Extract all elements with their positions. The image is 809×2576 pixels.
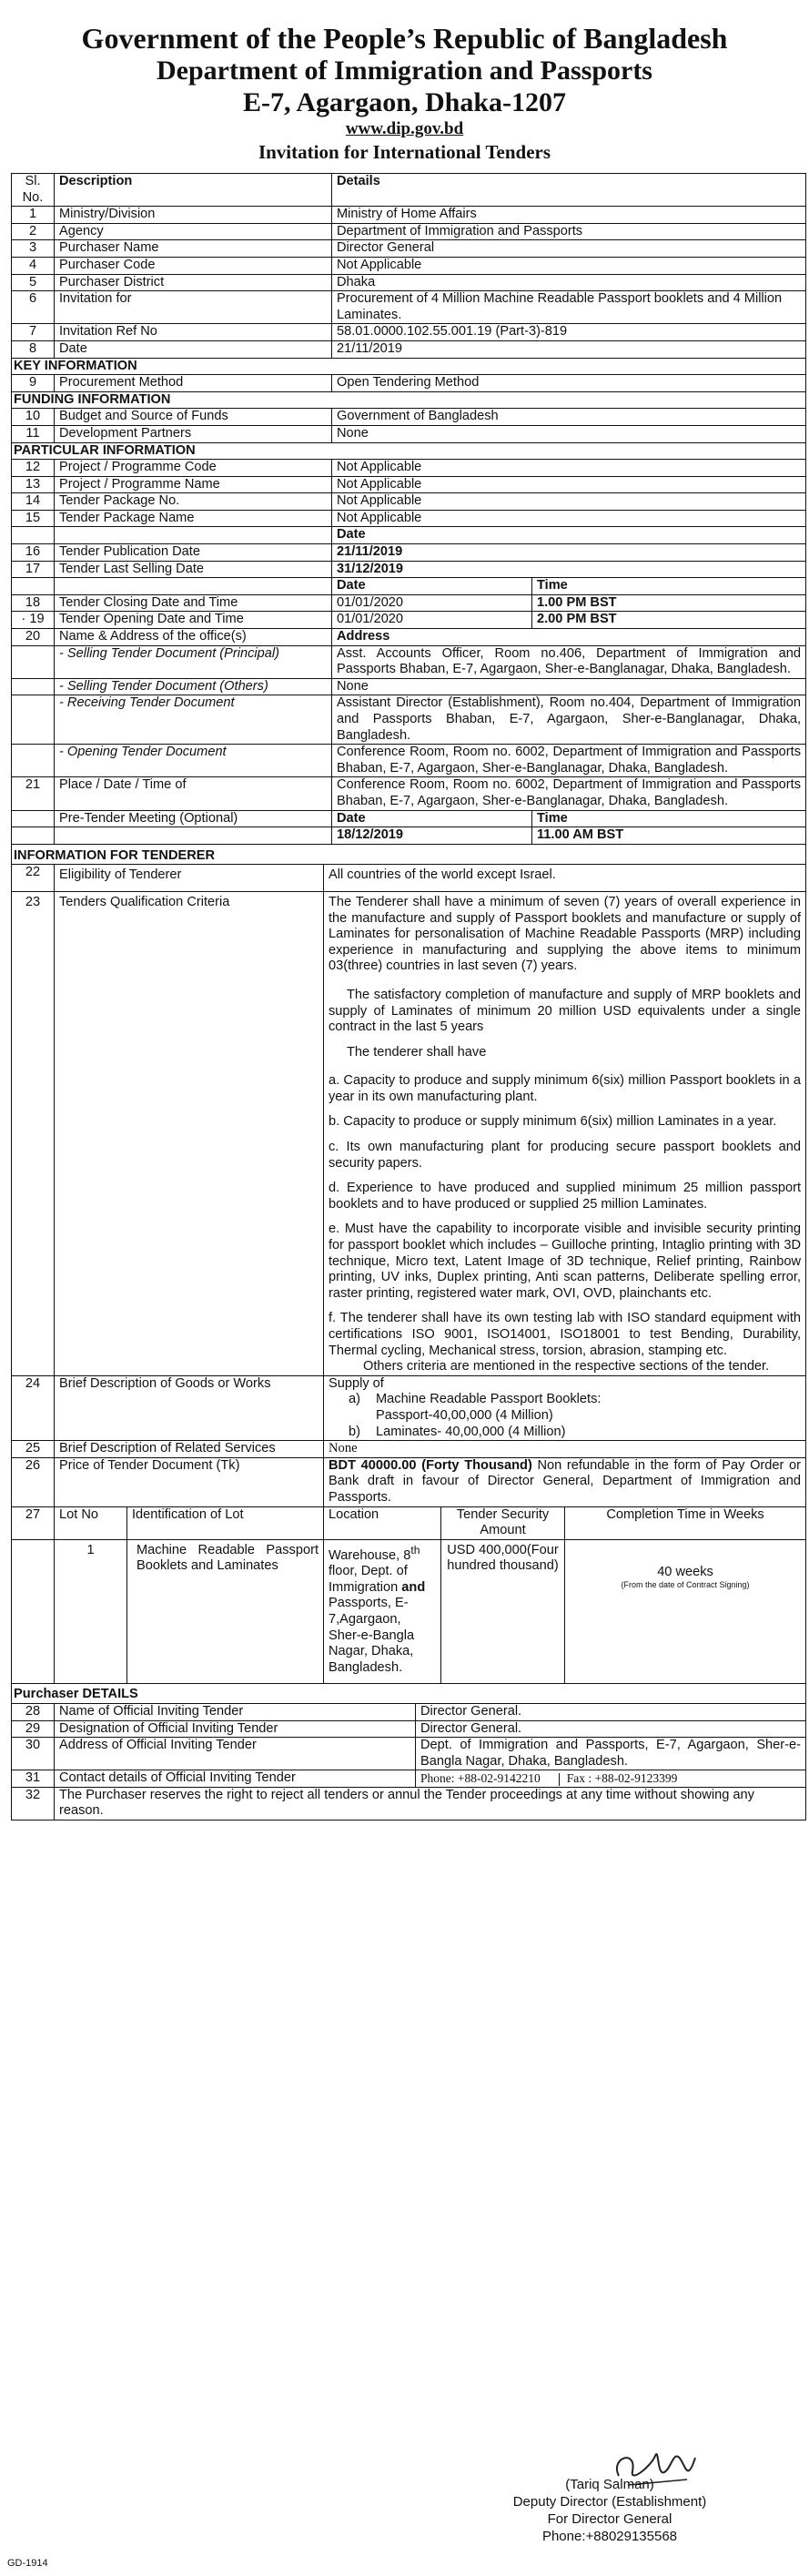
row-description: Name of Official Inviting Tender [55,1703,416,1720]
office-row [12,678,806,695]
table-row [12,324,806,341]
table-row [12,340,806,358]
row-no: 30 [12,1738,55,1770]
table-row [12,493,806,511]
criteria-item: c. Its own manufacturing plant for producing secure passport booklets and security papers. [329,1140,802,1171]
row-details: Department of Immigration and Passports [332,223,806,240]
row-details: Government of Bangladesh [332,409,806,426]
row-no: 12 [12,460,55,477]
section-header [12,442,806,460]
table-row [12,409,806,426]
lot-location-header: Location [324,1506,441,1539]
lot-location-text: Passports, E-7,Agargaon, Sher-e-Bangla Nagar, Dhaka, Bangladesh. [329,1596,415,1675]
signatory-for: For Director General [547,2511,672,2527]
date-header: Date [332,578,532,595]
row-no: 6 [12,291,55,324]
office-address: Assistant Director (Establishment), Room no.404, Department of Immigration and Passports Bhaban, E-7, Agargaon, Sher-e-Banglanagar, Dhaka, Bangladesh. [332,695,806,745]
lot-location-text: Warehouse, 8 [329,1547,411,1563]
row-no: 4 [12,257,55,274]
row-no: 31 [12,1770,55,1788]
table-row [12,291,806,324]
row-details: Director General. [416,1703,806,1720]
row-date: 01/01/2020 [332,612,532,629]
tender-notice [11,173,805,1820]
office-address: None [332,678,806,695]
row-details: Procurement of 4 Million Machine Readable Passport booklets and 4 Million Laminates. [332,291,806,324]
row-no: 13 [12,476,55,493]
office-row [12,645,806,678]
row-description: Development Partners [55,425,332,442]
col-description: Description [55,174,332,207]
lot-security-header: Tender Security Amount [441,1506,565,1539]
table-row [12,375,806,392]
row-no: 8 [12,340,55,358]
table-row [12,544,806,562]
lot-time-header: Completion Time in Weeks [565,1506,806,1539]
table-header [12,174,806,207]
lot-no: 1 [55,1539,127,1684]
row-details: Not Applicable [332,460,806,477]
goods-description [324,1375,806,1440]
table-row [12,1703,806,1720]
row-no: 28 [12,1703,55,1720]
table-row [12,1738,806,1770]
office-label: - Opening Tender Document [55,745,332,777]
supply-label: Supply of [329,1375,384,1391]
col-sl: Sl. No. [12,174,55,207]
lot-security: USD 400,000(Four hundred thousand) [441,1539,565,1684]
table-row [12,510,806,527]
criteria-paragraph: The tenderer shall have [347,1044,487,1060]
table-row [12,1787,806,1820]
row-details: All countries of the world except Israel. [324,865,806,892]
table-row [12,527,806,544]
pretender-date: 18/12/2019 [332,827,532,845]
contact-details [416,1770,806,1788]
row-details: Not Applicable [332,476,806,493]
purchaser-table [11,1683,806,1820]
time-header: Time [532,578,806,595]
supply-item-text: Passport-40,00,000 (4 Million) [376,1407,553,1423]
tender-price-terms: Non refundable in the form of Pay Order or Bank draft in favour of Director General, Department of Immigration and Passports. [329,1457,802,1505]
row-description: Purchaser Code [55,257,332,274]
section-key-information: KEY INFORMATION [12,358,806,375]
qualification-criteria [324,891,806,1375]
row-details: The Purchaser reserves the right to reject all tenders or annul the Tender proceedings at any time without showing any reason. [55,1787,806,1820]
row-no: 11 [12,425,55,442]
row-description: Place / Date / Time of [55,777,332,810]
table-row [12,865,806,892]
row-no: 24 [12,1375,55,1440]
pretender-description: Pre-Tender Meeting (Optional) [55,810,332,827]
row-description: Address of Official Inviting Tender [55,1738,416,1770]
row-description: Tender Last Selling Date [55,561,332,578]
lot-id-header: Identification of Lot [127,1506,324,1539]
lot-identification: Machine Readable Passport Booklets and Laminates [127,1539,324,1684]
row-no: 7 [12,324,55,341]
row-description: Ministry/Division [55,207,332,224]
criteria-paragraph: The satisfactory completion of manufacture and supply of MRP booklets and supply of Laminates of minimum 20 million USD equivalents under a single contract in the last 5 years [329,987,802,1035]
row-description: Procurement Method [55,375,332,392]
table-row [12,425,806,442]
row-description: Price of Tender Document (Tk) [55,1457,324,1506]
tender-price [324,1457,806,1506]
row-description: Designation of Official Inviting Tender [55,1720,416,1738]
section-header [12,1684,806,1704]
table-row [12,629,806,646]
section-header [12,391,806,409]
time-header: Time [532,810,806,827]
row-description: Tender Publication Date [55,544,332,562]
address-header: Address [332,629,806,646]
table-row [12,460,806,477]
table-row [12,594,806,612]
header-government: Government of the People’s Republic of Bangladesh [81,22,728,55]
row-no: 21 [12,777,55,810]
supply-item-text: Laminates- 40,00,000 (4 Million) [376,1424,566,1439]
lot-location [324,1539,441,1684]
row-description: Agency [55,223,332,240]
row-time: 1.00 PM BST [532,594,806,612]
row-description: Invitation Ref No [55,324,332,341]
table-row [12,476,806,493]
section-header [12,844,806,865]
signatory-designation: Deputy Director (Establishment) [512,2494,707,2510]
row-no: 14 [12,493,55,511]
row-details: Director General. [416,1720,806,1738]
supply-item-index: a) [349,1392,360,1407]
tender-price-amount: BDT 40000.00 (Forty Thousand) [329,1457,532,1473]
row-details: 31/12/2019 [332,561,806,578]
row-no: 22 [12,865,55,892]
supply-item-text: Machine Readable Passport Booklets: [376,1392,602,1407]
row-no: 27 [12,1506,55,1539]
lot-completion-weeks: 40 weeks [657,1564,713,1579]
row-no: 1 [12,207,55,224]
row-description: Eligibility of Tenderer [55,865,324,892]
table-row [12,1457,806,1506]
row-details: Dept. of Immigration and Passports, E-7, Agargaon, Sher-e-Bangla Nagar, Dhaka, Bangladesh. [416,1738,806,1770]
table-row [12,561,806,578]
section-particular-information: PARTICULAR INFORMATION [12,442,806,460]
pretender-time: 11.00 AM BST [532,827,806,845]
row-description: Invitation for [55,291,332,324]
row-no: 16 [12,544,55,562]
row-no: 5 [12,274,55,291]
criteria-item: d. Experience to have produced and supplied minimum 25 million passport booklets and to have produced or supplied 25 million Laminates. [329,1181,802,1212]
office-row [12,745,806,777]
supply-item [329,1425,801,1441]
signatory-phone: Phone:+88029135568 [541,2529,678,2544]
row-description: Project / Programme Code [55,460,332,477]
section-header [12,358,806,375]
lot-location-text: floor, Dept. of Immigration [329,1564,408,1595]
row-details: None [324,1441,806,1458]
lot-location-text: and [401,1579,426,1595]
table-row [12,891,806,1375]
row-no: 23 [12,891,55,1375]
row-date: 01/01/2020 [332,594,532,612]
table-row [12,810,806,827]
table-row [12,257,806,274]
office-address: Asst. Accounts Officer, Room no.406, Department of Immigration and Passports Bhaban, E-7, Agargaon, Sher-e-Banglanagar, Dhaka, Bangladesh. [332,645,806,678]
table-row [12,578,806,595]
row-details: Conference Room, Room no. 6002, Department of Immigration and Passports Bhaban, E-7, Agargaon, Sher-e-Banglanagar, Dhaka, Bangladesh. [332,777,806,810]
row-no: 29 [12,1720,55,1738]
signature-block [437,2476,783,2545]
row-no: 3 [12,240,55,258]
table-row [12,1375,806,1440]
row-description: Name & Address of the office(s) [55,629,332,646]
row-details: Not Applicable [332,510,806,527]
row-description: Purchaser District [55,274,332,291]
office-address: Conference Room, Room no. 6002, Department of Immigration and Passports Bhaban, E-7, Agargaon, Sher-e-Banglanagar, Dhaka, Bangladesh. [332,745,806,777]
office-label: - Selling Tender Document (Principal) [55,645,332,678]
table-row [12,274,806,291]
table-row [12,827,806,845]
row-details: 58.01.0000.102.55.001.19 (Part-3)-819 [332,324,806,341]
header-address: E-7, Agargaon, Dhaka-1207 [242,87,567,117]
criteria-item: a. Capacity to produce and supply minimum 6(six) million Passport booklets in a year in its own manufacturing plant. [329,1073,802,1104]
row-details: 21/11/2019 [332,340,806,358]
row-details: 21/11/2019 [332,544,806,562]
office-label: - Selling Tender Document (Others) [55,678,332,695]
table-row [12,777,806,810]
footer-code: GD-1914 [7,2558,48,2569]
row-no: 18 [12,594,55,612]
row-details: Not Applicable [332,257,806,274]
row-no: 15 [12,510,55,527]
row-no: 10 [12,409,55,426]
row-description: Tenders Qualification Criteria [55,891,324,1375]
supply-item-index: b) [349,1424,360,1439]
row-description: Date [55,340,332,358]
table-row [12,1770,806,1788]
row-no: · 19 [12,612,55,629]
criteria-item: Others criteria are mentioned in the respective sections of the tender. [363,1359,770,1374]
row-description: Tender Package No. [55,493,332,511]
row-description: Budget and Source of Funds [55,409,332,426]
lot-no-header: Lot No [55,1506,127,1539]
supply-item [329,1392,801,1408]
date-header: Date [332,527,806,544]
row-details: None [332,425,806,442]
tender-table [11,173,806,845]
row-description: Brief Description of Goods or Works [55,1375,324,1440]
criteria-paragraph: The Tenderer shall have a minimum of seven (7) years of overall experience in the manufacture and supply of Passport booklets and manufacture or supply of Laminates for personalisation of Machine Readable Passports (MRP) including experience in manufacturing and supplying the above items to minimum 03(three) countries in last seven (7) years. [329,894,802,974]
document-title: Invitation for International Tenders [258,141,551,163]
row-description: Purchaser Name [55,240,332,258]
row-description: Tender Closing Date and Time [55,594,332,612]
row-no: 2 [12,223,55,240]
lot-completion [565,1539,806,1684]
lot-completion-note: (From the date of Contract Signing) [621,1580,750,1590]
row-description: Brief Description of Related Services [55,1441,324,1458]
table-row [12,240,806,258]
row-details: Ministry of Home Affairs [332,207,806,224]
row-description: Tender Opening Date and Time [55,612,332,629]
table-row [12,207,806,224]
row-time: 2.00 PM BST [532,612,806,629]
criteria-item: b. Capacity to produce or supply minimum 6(six) million Laminates in a year. [329,1114,777,1130]
lot-header-row [12,1506,806,1539]
section-information-for-tenderer: INFORMATION FOR TENDERER [12,844,806,865]
row-details: Open Tendering Method [332,375,806,392]
lot-location-superscript: th [410,1543,420,1557]
table-row [12,612,806,629]
section-funding-information: FUNDING INFORMATION [12,391,806,409]
office-label: - Receiving Tender Document [55,695,332,745]
table-row [12,223,806,240]
row-no: 25 [12,1441,55,1458]
row-description: Contact details of Official Inviting Tender [55,1770,416,1788]
row-description: Tender Package Name [55,510,332,527]
row-details: Director General [332,240,806,258]
row-description: Project / Programme Name [55,476,332,493]
section-purchaser-details: Purchaser DETAILS [12,1684,806,1704]
contact-phone: Phone: +88-02-9142210 [420,1771,541,1786]
criteria-item: e. Must have the capability to incorporate visible and invisible security printing for passport booklet which includes – Guilloche printing, Intaglio printing with 3D technique, Micro text, Latent Image of 3D technique, Relief printing, Rainbow printing, UV inks, Duplex printing, Anti scan patterns, Deliberate spelling error, raster printing, registered water mark, OVI, OVD, plainchants etc. [329,1222,802,1301]
row-no: 9 [12,375,55,392]
lot-row [12,1539,806,1684]
row-no: 20 [12,629,55,646]
header-department: Department of Immigration and Passports [157,56,652,86]
tenderer-table [11,844,806,1685]
row-details: Not Applicable [332,493,806,511]
row-details: Dhaka [332,274,806,291]
row-no: 17 [12,561,55,578]
contact-fax: Fax : +88-02-9123399 [566,1771,678,1786]
signatory-name: (Tariq Salman) [565,2477,654,2492]
table-row [12,1441,806,1458]
header-website: www.dip.gov.bd [345,119,464,138]
row-no: 26 [12,1457,55,1506]
table-row [12,1720,806,1738]
office-row [12,695,806,745]
col-details: Details [332,174,806,207]
date-header: Date [332,810,532,827]
row-no: 32 [12,1787,55,1820]
criteria-item: f. The tenderer shall have its own testing lab with ISO standard equipment with certifications ISO 9001, ISO14001, ISO18001 to test Bending, Durability, Thermal cycling, Mechanical stress, torsion, abrasion, stamping etc. [329,1311,802,1358]
